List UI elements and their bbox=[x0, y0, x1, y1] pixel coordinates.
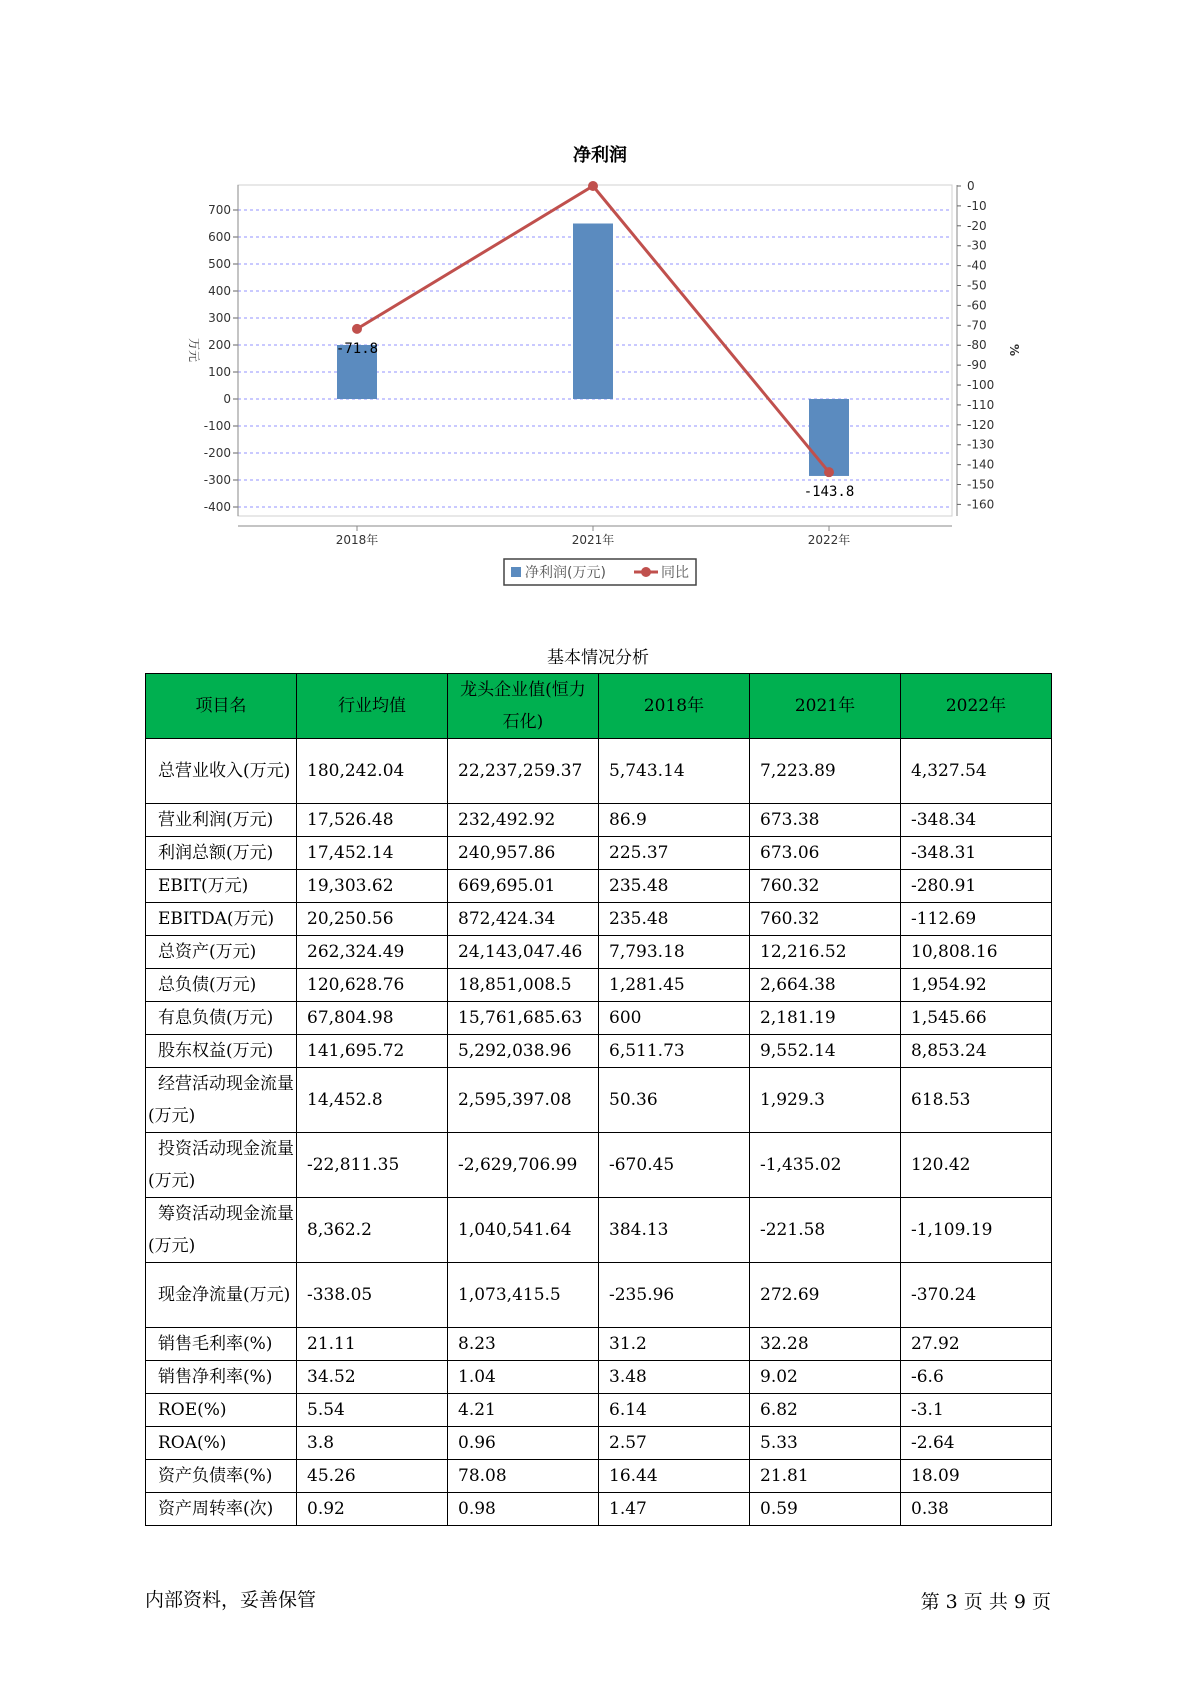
table-row bbox=[146, 1460, 1052, 1493]
x-tick-label: 2018年 bbox=[335, 533, 379, 547]
data-label: -71.8 bbox=[335, 340, 379, 357]
table-row bbox=[146, 1427, 1052, 1460]
row-label: 销售净利率(%) bbox=[146, 1361, 297, 1394]
legend-bar-swatch bbox=[511, 567, 521, 577]
table-cell: -235.96 bbox=[599, 1263, 750, 1328]
row-label: 总负债(万元) bbox=[146, 969, 297, 1002]
table-cell: 1,073,415.5 bbox=[448, 1263, 599, 1328]
table-cell: 0.96 bbox=[448, 1427, 599, 1460]
table-row bbox=[146, 1133, 1052, 1198]
table-cell: -2,629,706.99 bbox=[448, 1133, 599, 1198]
table-cell: 34.52 bbox=[297, 1361, 448, 1394]
table-row bbox=[146, 870, 1052, 903]
table-cell: -280.91 bbox=[901, 870, 1052, 903]
right-tick-label: 0 bbox=[967, 179, 975, 193]
table-cell: -370.24 bbox=[901, 1263, 1052, 1328]
row-label: 现金净流量(万元) bbox=[146, 1263, 297, 1328]
right-tick-label: -70 bbox=[967, 318, 987, 333]
header-2022: 2022年 bbox=[901, 674, 1052, 739]
x-tick-label: 2022年 bbox=[807, 533, 851, 547]
table-cell: 225.37 bbox=[599, 837, 750, 870]
header-2018: 2018年 bbox=[599, 674, 750, 739]
table-cell: 17,452.14 bbox=[297, 837, 448, 870]
table-cell: 673.38 bbox=[750, 804, 901, 837]
left-tick-label: 300 bbox=[208, 311, 231, 325]
table-cell: 0.98 bbox=[448, 1493, 599, 1526]
table-row bbox=[146, 969, 1052, 1002]
table-row bbox=[146, 739, 1052, 804]
table-cell: -2.64 bbox=[901, 1427, 1052, 1460]
chart-title: 净利润 bbox=[573, 145, 627, 166]
table-cell: 21.81 bbox=[750, 1460, 901, 1493]
row-label: EBIT(万元) bbox=[146, 870, 297, 903]
table-cell: -348.31 bbox=[901, 837, 1052, 870]
table-cell: 78.08 bbox=[448, 1460, 599, 1493]
table-cell: 9.02 bbox=[750, 1361, 901, 1394]
table-cell: 18,851,008.5 bbox=[448, 969, 599, 1002]
table-cell: 19,303.62 bbox=[297, 870, 448, 903]
net-profit-chart-svg bbox=[0, 0, 1191, 620]
table-cell: 2.57 bbox=[599, 1427, 750, 1460]
left-tick-label: 500 bbox=[208, 257, 231, 271]
table-cell: 21.11 bbox=[297, 1328, 448, 1361]
table-cell: 5.33 bbox=[750, 1427, 901, 1460]
yoy-point bbox=[352, 324, 362, 334]
row-label: 总营业收入(万元) bbox=[146, 739, 297, 804]
table-cell: -348.34 bbox=[901, 804, 1052, 837]
table-header-row bbox=[146, 674, 1052, 739]
right-tick-label: -150 bbox=[967, 477, 995, 492]
right-tick-label: -80 bbox=[967, 338, 987, 353]
table-cell: 1.47 bbox=[599, 1493, 750, 1526]
right-tick-label: -20 bbox=[967, 218, 987, 233]
table-cell: 673.06 bbox=[750, 837, 901, 870]
table-cell: 3.48 bbox=[599, 1361, 750, 1394]
table-cell: 67,804.98 bbox=[297, 1002, 448, 1035]
table-cell: 3.8 bbox=[297, 1427, 448, 1460]
table-cell: 27.92 bbox=[901, 1328, 1052, 1361]
right-tick-label: -90 bbox=[967, 358, 987, 373]
row-label: 投资活动现金流量(万元) bbox=[146, 1133, 297, 1198]
table-row bbox=[146, 1263, 1052, 1328]
table-cell: 45.26 bbox=[297, 1460, 448, 1493]
table-cell: 232,492.92 bbox=[448, 804, 599, 837]
table-cell: 86.9 bbox=[599, 804, 750, 837]
table-cell: 1,281.45 bbox=[599, 969, 750, 1002]
table-cell: 600 bbox=[599, 1002, 750, 1035]
data-label: -143.8 bbox=[803, 484, 855, 501]
header-2021: 2021年 bbox=[750, 674, 901, 739]
left-tick-label: -300 bbox=[203, 473, 231, 487]
left-tick-label: 100 bbox=[208, 365, 231, 379]
row-label: 股东权益(万元) bbox=[146, 1035, 297, 1068]
table-cell: 6.82 bbox=[750, 1394, 901, 1427]
row-label: 经营活动现金流量(万元) bbox=[146, 1068, 297, 1133]
basic-analysis-table bbox=[145, 673, 1052, 1526]
left-tick-label: 0 bbox=[223, 392, 231, 406]
table-cell: 12,216.52 bbox=[750, 936, 901, 969]
table-cell: 872,424.34 bbox=[448, 903, 599, 936]
table-row bbox=[146, 1035, 1052, 1068]
table-cell: 240,957.86 bbox=[448, 837, 599, 870]
net-profit-bar bbox=[573, 224, 613, 400]
table-cell: 1,040,541.64 bbox=[448, 1198, 599, 1263]
row-label: 有息负债(万元) bbox=[146, 1002, 297, 1035]
row-label: 销售毛利率(%) bbox=[146, 1328, 297, 1361]
table-cell: 18.09 bbox=[901, 1460, 1052, 1493]
table-cell: -670.45 bbox=[599, 1133, 750, 1198]
table-cell: 235.48 bbox=[599, 903, 750, 936]
legend-yoy: 同比 bbox=[661, 565, 689, 581]
table-cell: 22,237,259.37 bbox=[448, 739, 599, 804]
table-cell: 8,853.24 bbox=[901, 1035, 1052, 1068]
table-row bbox=[146, 804, 1052, 837]
row-label: ROA(%) bbox=[146, 1427, 297, 1460]
net-profit-chart bbox=[0, 0, 1191, 620]
table-cell: 4.21 bbox=[448, 1394, 599, 1427]
row-label: 总资产(万元) bbox=[146, 936, 297, 969]
table-cell: 180,242.04 bbox=[297, 739, 448, 804]
table-cell: 7,793.18 bbox=[599, 936, 750, 969]
table-row bbox=[146, 903, 1052, 936]
yoy-point bbox=[824, 467, 834, 477]
row-label: ROE(%) bbox=[146, 1394, 297, 1427]
table-cell: 5,743.14 bbox=[599, 739, 750, 804]
table-cell: 1,954.92 bbox=[901, 969, 1052, 1002]
yoy-point bbox=[588, 181, 598, 191]
right-tick-label: -10 bbox=[967, 198, 987, 213]
row-label: 筹资活动现金流量(万元) bbox=[146, 1198, 297, 1263]
legend-line-marker bbox=[641, 567, 651, 577]
table-cell: -22,811.35 bbox=[297, 1133, 448, 1198]
table-cell: 2,664.38 bbox=[750, 969, 901, 1002]
right-tick-label: -50 bbox=[967, 278, 987, 293]
right-tick-label: -40 bbox=[967, 258, 987, 273]
table-cell: 120.42 bbox=[901, 1133, 1052, 1198]
table-cell: 2,181.19 bbox=[750, 1002, 901, 1035]
table-cell: 8.23 bbox=[448, 1328, 599, 1361]
table-row bbox=[146, 936, 1052, 969]
y-axis-left-title: 万元 bbox=[187, 337, 201, 363]
table-cell: 1,929.3 bbox=[750, 1068, 901, 1133]
table-cell: 0.92 bbox=[297, 1493, 448, 1526]
table-cell: 7,223.89 bbox=[750, 739, 901, 804]
table-cell: 618.53 bbox=[901, 1068, 1052, 1133]
header-industry-avg: 行业均值 bbox=[297, 674, 448, 739]
table-cell: -1,435.02 bbox=[750, 1133, 901, 1198]
table-cell: 262,324.49 bbox=[297, 936, 448, 969]
table-cell: -6.6 bbox=[901, 1361, 1052, 1394]
legend-net-profit: 净利润(万元) bbox=[525, 565, 606, 581]
table-row bbox=[146, 1361, 1052, 1394]
table-caption: 基本情况分析 bbox=[547, 648, 649, 668]
table-cell: 1.04 bbox=[448, 1361, 599, 1394]
table-cell: 14,452.8 bbox=[297, 1068, 448, 1133]
table-cell: 24,143,047.46 bbox=[448, 936, 599, 969]
table-cell: 15,761,685.63 bbox=[448, 1002, 599, 1035]
table-cell: 760.32 bbox=[750, 903, 901, 936]
right-tick-label: -30 bbox=[967, 238, 987, 253]
right-tick-label: -100 bbox=[967, 378, 995, 392]
table-cell: -3.1 bbox=[901, 1394, 1052, 1427]
left-tick-label: -400 bbox=[203, 500, 231, 514]
table-cell: 20,250.56 bbox=[297, 903, 448, 936]
table-cell: 0.38 bbox=[901, 1493, 1052, 1526]
header-leader-value: 龙头企业值(恒力石化) bbox=[448, 674, 599, 739]
y-axis-right-title: % bbox=[1007, 343, 1021, 357]
table-cell: 16.44 bbox=[599, 1460, 750, 1493]
left-tick-label: -200 bbox=[203, 446, 231, 460]
right-tick-label: -130 bbox=[967, 437, 995, 452]
table-row bbox=[146, 1394, 1052, 1427]
right-tick-label: -140 bbox=[967, 457, 995, 472]
table-cell: 5,292,038.96 bbox=[448, 1035, 599, 1068]
table-cell: 1,545.66 bbox=[901, 1002, 1052, 1035]
table-cell: 4,327.54 bbox=[901, 739, 1052, 804]
table-cell: 9,552.14 bbox=[750, 1035, 901, 1068]
table-cell: -1,109.19 bbox=[901, 1198, 1052, 1263]
table-cell: 8,362.2 bbox=[297, 1198, 448, 1263]
net-profit-bar bbox=[809, 399, 849, 476]
table-row bbox=[146, 1198, 1052, 1263]
table-cell: 31.2 bbox=[599, 1328, 750, 1361]
table-cell: 141,695.72 bbox=[297, 1035, 448, 1068]
row-label: 营业利润(万元) bbox=[146, 804, 297, 837]
table-cell: 384.13 bbox=[599, 1198, 750, 1263]
left-tick-label: -100 bbox=[203, 419, 231, 433]
table-cell: -112.69 bbox=[901, 903, 1052, 936]
table-cell: 5.54 bbox=[297, 1394, 448, 1427]
table-cell: 760.32 bbox=[750, 870, 901, 903]
table-cell: 120,628.76 bbox=[297, 969, 448, 1002]
left-tick-label: 400 bbox=[208, 284, 231, 298]
table-cell: 6.14 bbox=[599, 1394, 750, 1427]
table-cell: 235.48 bbox=[599, 870, 750, 903]
footer-page-number: 第 3 页 共 9 页 bbox=[920, 1591, 1051, 1613]
table-row bbox=[146, 1493, 1052, 1526]
right-tick-label: -110 bbox=[967, 397, 995, 412]
table-cell: 272.69 bbox=[750, 1263, 901, 1328]
row-label: 资产周转率(次) bbox=[146, 1493, 297, 1526]
left-tick-label: 700 bbox=[208, 203, 231, 217]
table-cell: 10,808.16 bbox=[901, 936, 1052, 969]
row-label: EBITDA(万元) bbox=[146, 903, 297, 936]
left-tick-label: 600 bbox=[208, 230, 231, 244]
right-tick-label: -60 bbox=[967, 298, 987, 313]
table-cell: 17,526.48 bbox=[297, 804, 448, 837]
table-cell: 32.28 bbox=[750, 1328, 901, 1361]
header-item-name: 项目名 bbox=[146, 674, 297, 739]
right-tick-label: -120 bbox=[967, 417, 995, 432]
table-cell: -338.05 bbox=[297, 1263, 448, 1328]
footer-confidential-note: 内部资料，妥善保管 bbox=[145, 1589, 317, 1611]
table-row bbox=[146, 1328, 1052, 1361]
table-cell: -221.58 bbox=[750, 1198, 901, 1263]
row-label: 资产负债率(%) bbox=[146, 1460, 297, 1493]
table-row bbox=[146, 1002, 1052, 1035]
x-tick-label: 2021年 bbox=[571, 533, 615, 547]
table-cell: 6,511.73 bbox=[599, 1035, 750, 1068]
table-cell: 2,595,397.08 bbox=[448, 1068, 599, 1133]
left-tick-label: 200 bbox=[208, 338, 231, 352]
right-tick-label: -160 bbox=[967, 497, 995, 512]
table-cell: 669,695.01 bbox=[448, 870, 599, 903]
table-cell: 0.59 bbox=[750, 1493, 901, 1526]
row-label: 利润总额(万元) bbox=[146, 837, 297, 870]
table-cell: 50.36 bbox=[599, 1068, 750, 1133]
table-row bbox=[146, 1068, 1052, 1133]
table-row bbox=[146, 837, 1052, 870]
